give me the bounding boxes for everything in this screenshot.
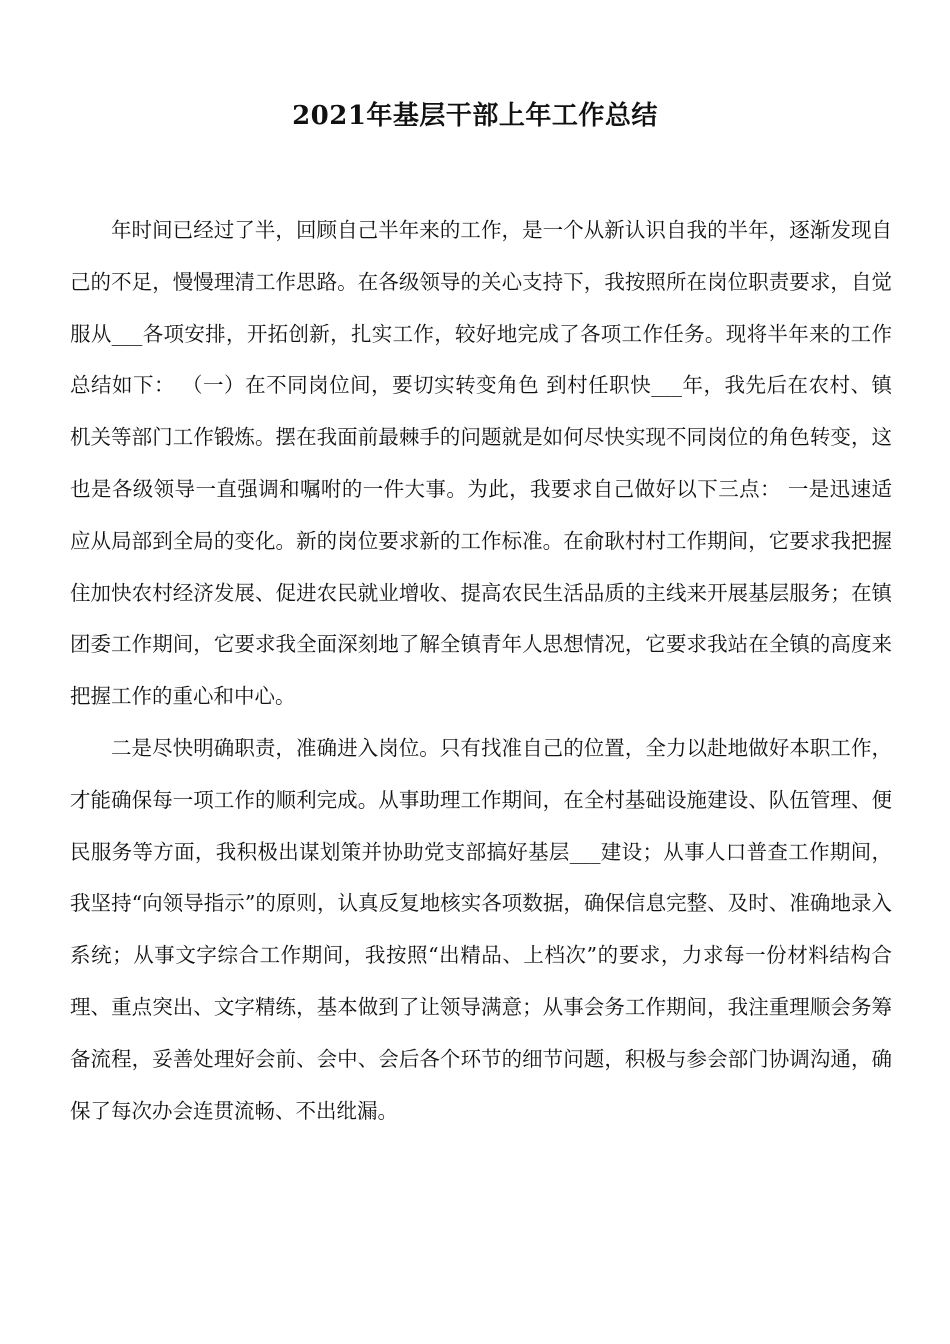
document-body xyxy=(70,205,892,1137)
document-title: 2021年基层干部上年工作总结 xyxy=(292,101,658,131)
paragraph-2: 二是尽快明确职责，准确进入岗位。只有找准自己的位置，全力以赴地做好本职工作，才能确保每一项工作的顺利完成。从事助理工作期间，在全村基础设施建设、队伍管理、便民服务等方面，我积极出谋划策并协助党支部搞好基层___建设；从事人口普查工作期间，我坚持“向领导指示”的原则，认真反复地核实各项数据，确保信息完整、及时、准确地录入系统；从事文字综合工作期间，我按照“出精品、上档次”的要求，力求每一份材料结构合理、重点突出、文字精练，基本做到了让领导满意；从事会务工作期间，我注重理顺会务筹备流程，妥善处理好会前、会中、会后各个环节的细节问题，积极与参会部门协调沟通，确保了每次办会连贯流畅、不出纰漏。 xyxy=(70,735,892,1123)
paragraph-1: 年时间已经过了半，回顾自己半年来的工作，是一个从新认识自我的半年，逐渐发现自己的不足，慢慢理清工作思路。在各级领导的关心支持下，我按照所在岗位职责要求，自觉服从___各项安排，开拓创新，扎实工作，较好地完成了各项工作任务。现将半年来的工作总结如下： （一）在不同岗位间，要切实转变角色 到村任职快___年，我先后在农村、镇机关等部门工作锻炼。摆在我面前最棘手的问题就是如何尽快实现不同岗位的角色转变，这也是各级领导一直强调和嘱咐的一件大事。为此，我要求自己做好以下三点： 一是迅速适应从局部到全局的变化。新的岗位要求新的工作标准。在俞耿村村工作期间，它要求我把握住加快农村经济发展、促进农民就业增收、提高农民生活品质的主线来开展基层服务；在镇团委工作期间，它要求我全面深刻地了解全镇青年人思想情况，它要求我站在全镇的高度来把握工作的重心和中心。 xyxy=(70,218,892,709)
